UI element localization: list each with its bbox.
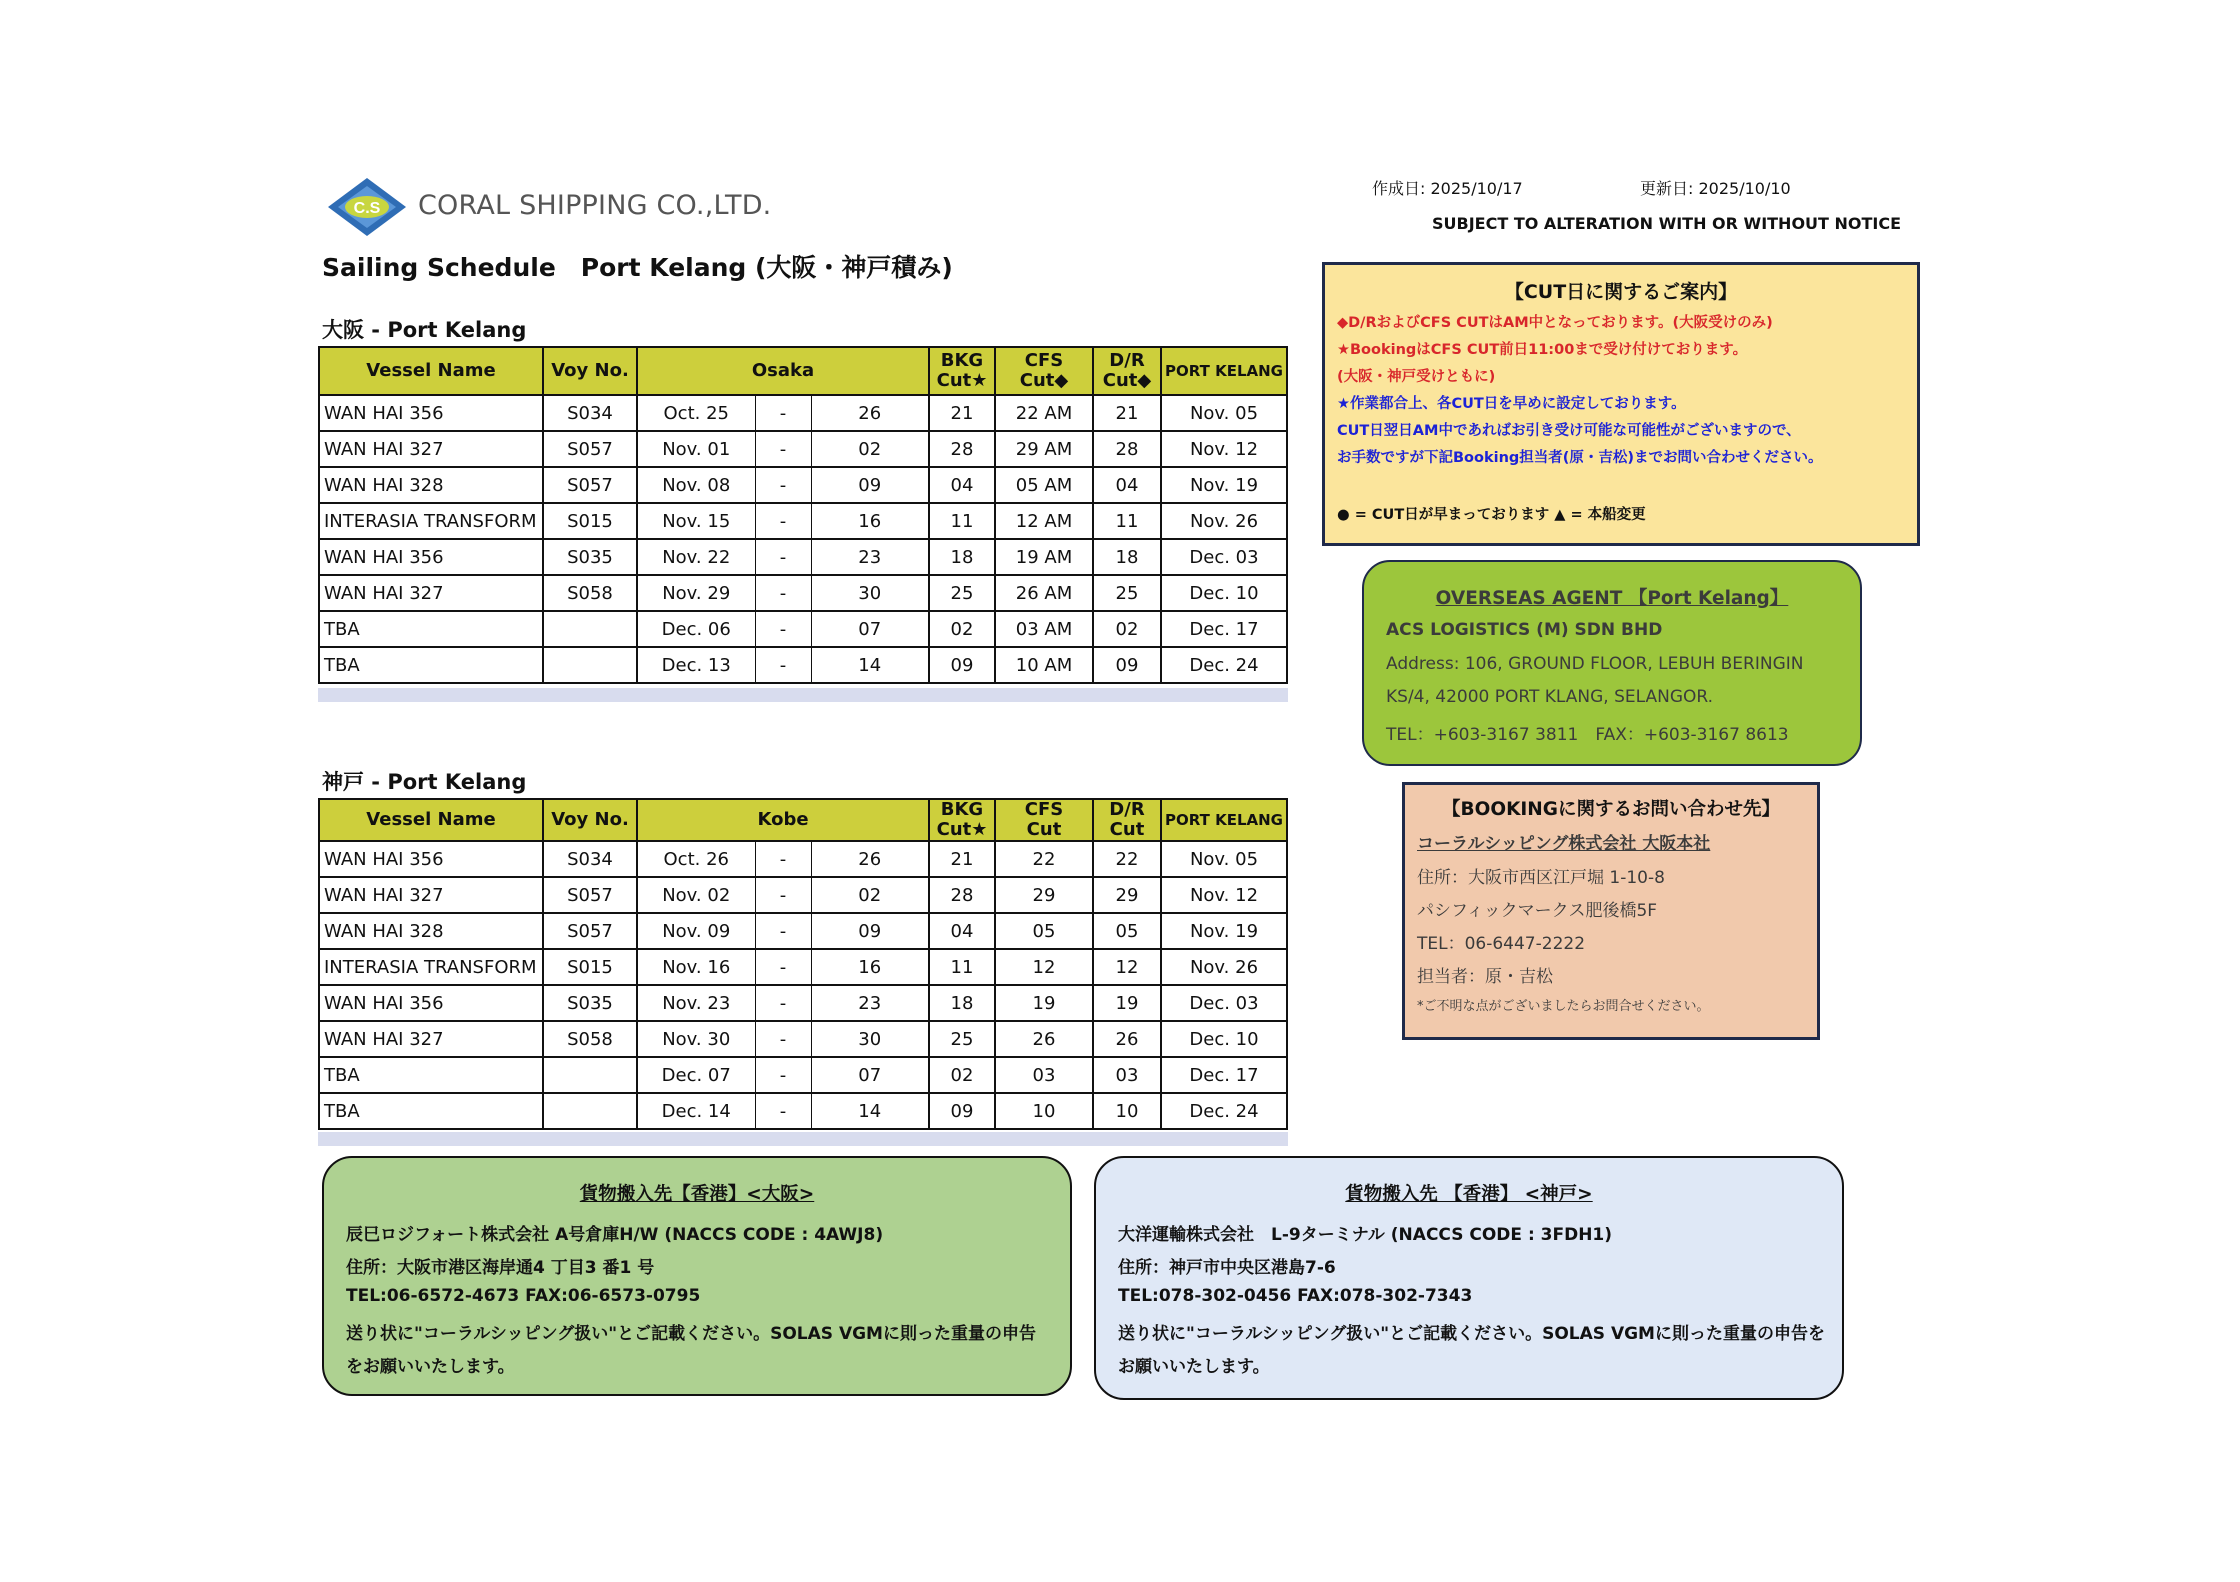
cut-info-line: お手数ですが下記Booking担当者(原・吉松)までお問い合わせください。 — [1337, 450, 1823, 466]
booking-title: 【BOOKINGに関するお問い合わせ先】 — [1442, 799, 1780, 820]
port-from-cell: Nov. 30 — [637, 1021, 755, 1057]
vessel-cell: WAN HAI 327 — [319, 877, 543, 913]
voy-cell: S057 — [543, 877, 637, 913]
port-kelang-cell: Nov. 19 — [1161, 913, 1287, 949]
bkg-cut-cell: 04 — [929, 467, 995, 503]
dr-cut-cell: 21 — [1093, 395, 1161, 431]
bkg-cut-cell: 02 — [929, 611, 995, 647]
voy-cell: S058 — [543, 575, 637, 611]
port-dash-cell: - — [755, 395, 811, 431]
dr-cut-cell: 11 — [1093, 503, 1161, 539]
vessel-cell: WAN HAI 356 — [319, 985, 543, 1021]
vessel-cell: WAN HAI 327 — [319, 1021, 543, 1057]
col-bkg-cut: BKG Cut★ — [929, 347, 995, 395]
port-kelang-cell: Dec. 03 — [1161, 985, 1287, 1021]
port-to-cell: 14 — [811, 647, 929, 683]
cfs-cut-cell: 10 — [995, 1093, 1093, 1129]
voy-cell: S057 — [543, 431, 637, 467]
port-dash-cell: - — [755, 467, 811, 503]
booking-company: コーラルシッピング株式会社 大阪本社 — [1417, 834, 1711, 854]
col-vessel-name: Vessel Name — [319, 347, 543, 395]
bkg-cut-cell: 25 — [929, 1021, 995, 1057]
table-row — [319, 539, 1287, 575]
dr-cut-cell: 19 — [1093, 985, 1161, 1021]
cfs-cut-cell: 26 — [995, 1021, 1093, 1057]
dr-cut-cell: 18 — [1093, 539, 1161, 575]
port-from-cell: Nov. 15 — [637, 503, 755, 539]
port-to-cell: 23 — [811, 539, 929, 575]
osaka-cargo-title: 貨物搬入先【香港】<大阪> — [579, 1184, 815, 1205]
osaka-cargo-line: 住所：大阪市港区海岸通4 丁目3 番1 号 — [346, 1258, 655, 1278]
voy-cell — [543, 1057, 637, 1093]
col-port-kelang: PORT KELANG — [1161, 347, 1287, 395]
cfs-cut-cell: 26 AM — [995, 575, 1093, 611]
port-from-cell: Oct. 25 — [637, 395, 755, 431]
table-row — [319, 395, 1287, 431]
table-footer-bar — [318, 1132, 1288, 1146]
port-kelang-cell: Dec. 24 — [1161, 647, 1287, 683]
booking-contact-box — [1402, 782, 1820, 1040]
table-row — [319, 467, 1287, 503]
port-from-cell: Nov. 16 — [637, 949, 755, 985]
osaka-cargo-line: 辰巳ロジフォート株式会社 A号倉庫H/W (NACCS CODE : 4AWJ8) — [346, 1225, 884, 1245]
voy-cell — [543, 611, 637, 647]
port-kelang-cell: Nov. 26 — [1161, 503, 1287, 539]
logo-diamond-icon — [326, 176, 408, 238]
port-to-cell: 30 — [811, 575, 929, 611]
osaka-section-title: 大阪 - Port Kelang — [322, 318, 527, 342]
bkg-cut-cell: 18 — [929, 985, 995, 1021]
cfs-cut-cell: 10 AM — [995, 647, 1093, 683]
agent-title: OVERSEAS AGENT 【Port Kelang】 — [1435, 588, 1789, 609]
cfs-cut-cell: 03 AM — [995, 611, 1093, 647]
port-kelang-cell: Nov. 05 — [1161, 841, 1287, 877]
col-port: Kobe — [637, 799, 929, 841]
dr-cut-cell: 02 — [1093, 611, 1161, 647]
col-dr-cut: D/R Cut◆ — [1093, 347, 1161, 395]
bkg-cut-cell: 02 — [929, 1057, 995, 1093]
cut-info-line: ★作業都合上、各CUT日を早めに設定しております。 — [1337, 396, 1686, 412]
bkg-cut-cell: 11 — [929, 949, 995, 985]
port-from-cell: Nov. 22 — [637, 539, 755, 575]
bkg-cut-cell: 18 — [929, 539, 995, 575]
port-dash-cell: - — [755, 647, 811, 683]
booking-contact: 担当者：原・吉松 — [1417, 967, 1553, 987]
created-date: 作成日: 2025/10/17 — [1372, 179, 1523, 198]
bkg-cut-cell: 09 — [929, 647, 995, 683]
osaka-cargo-line: をお願いいたします。 — [346, 1357, 515, 1377]
cfs-cut-cell: 29 AM — [995, 431, 1093, 467]
port-kelang-cell: Dec. 17 — [1161, 1057, 1287, 1093]
voy-cell: S035 — [543, 985, 637, 1021]
port-from-cell: Nov. 01 — [637, 431, 755, 467]
company-name: CORAL SHIPPING CO.,LTD. — [418, 190, 772, 221]
port-kelang-cell: Nov. 19 — [1161, 467, 1287, 503]
agent-tel: TEL：+603-3167 3811 FAX：+603-3167 8613 — [1386, 725, 1789, 745]
cut-info-legend: ● = CUT日が早まっております ▲ = 本船変更 — [1337, 507, 1646, 523]
table-header-row — [319, 799, 1287, 841]
cfs-cut-cell: 12 AM — [995, 503, 1093, 539]
table-row — [319, 985, 1287, 1021]
cfs-cut-cell: 05 — [995, 913, 1093, 949]
dr-cut-cell: 28 — [1093, 431, 1161, 467]
port-dash-cell: - — [755, 611, 811, 647]
port-from-cell: Dec. 06 — [637, 611, 755, 647]
vessel-cell: TBA — [319, 1057, 543, 1093]
agent-address-1: Address: 106, GROUND FLOOR, LEBUH BERINGIN — [1386, 654, 1804, 674]
vessel-cell: WAN HAI 327 — [319, 575, 543, 611]
bkg-cut-cell: 11 — [929, 503, 995, 539]
table-row — [319, 575, 1287, 611]
vessel-cell: INTERASIA TRANSFORM — [319, 503, 543, 539]
cfs-cut-cell: 29 — [995, 877, 1093, 913]
table-row — [319, 877, 1287, 913]
cut-info-line: (大阪・神戸受けともに) — [1337, 369, 1496, 385]
vessel-cell: WAN HAI 328 — [319, 913, 543, 949]
vessel-cell: TBA — [319, 611, 543, 647]
port-to-cell: 09 — [811, 467, 929, 503]
voy-cell: S015 — [543, 503, 637, 539]
col-voy-no: Voy No. — [543, 347, 637, 395]
cfs-cut-cell: 12 — [995, 949, 1093, 985]
port-kelang-cell: Nov. 26 — [1161, 949, 1287, 985]
table-row — [319, 431, 1287, 467]
dr-cut-cell: 29 — [1093, 877, 1161, 913]
port-to-cell: 26 — [811, 841, 929, 877]
kobe-schedule-table — [318, 798, 1288, 1130]
port-to-cell: 09 — [811, 913, 929, 949]
table-row — [319, 949, 1287, 985]
bkg-cut-cell: 28 — [929, 877, 995, 913]
port-dash-cell: - — [755, 841, 811, 877]
col-bkg-cut: BKG Cut★ — [929, 799, 995, 841]
cfs-cut-cell: 19 AM — [995, 539, 1093, 575]
col-voy-no: Voy No. — [543, 799, 637, 841]
dr-cut-cell: 05 — [1093, 913, 1161, 949]
port-dash-cell: - — [755, 985, 811, 1021]
voy-cell: S057 — [543, 913, 637, 949]
table-row — [319, 647, 1287, 683]
kobe-section-title: 神戸 - Port Kelang — [322, 770, 527, 794]
booking-tel: TEL：06-6447-2222 — [1417, 934, 1586, 954]
osaka-cargo-box — [322, 1156, 1072, 1396]
port-kelang-cell: Dec. 17 — [1161, 611, 1287, 647]
col-port: Osaka — [637, 347, 929, 395]
page-title: Sailing Schedule Port Kelang (大阪・神戸積み) — [322, 253, 953, 282]
cfs-cut-cell: 22 — [995, 841, 1093, 877]
table-row — [319, 1093, 1287, 1129]
kobe-cargo-line: 送り状に"コーラルシッピング扱い"とご記載ください。SOLAS VGMに則った重量の申告を — [1118, 1324, 1825, 1344]
cfs-cut-cell: 22 AM — [995, 395, 1093, 431]
booking-note: *ご不明な点がございましたらお問合せください。 — [1417, 999, 1710, 1014]
cut-info-box — [1322, 262, 1920, 546]
dr-cut-cell: 03 — [1093, 1057, 1161, 1093]
table-row — [319, 611, 1287, 647]
port-dash-cell: - — [755, 1057, 811, 1093]
dr-cut-cell: 22 — [1093, 841, 1161, 877]
port-dash-cell: - — [755, 913, 811, 949]
table-header-row — [319, 347, 1287, 395]
osaka-schedule-table — [318, 346, 1288, 684]
vessel-cell: WAN HAI 356 — [319, 841, 543, 877]
voy-cell: S034 — [543, 841, 637, 877]
port-from-cell: Nov. 23 — [637, 985, 755, 1021]
alteration-notice: SUBJECT TO ALTERATION WITH OR WITHOUT NOTICE — [1432, 214, 1902, 233]
vessel-cell: WAN HAI 356 — [319, 539, 543, 575]
col-vessel-name: Vessel Name — [319, 799, 543, 841]
port-from-cell: Nov. 09 — [637, 913, 755, 949]
cfs-cut-cell: 19 — [995, 985, 1093, 1021]
table-row — [319, 1021, 1287, 1057]
voy-cell — [543, 1093, 637, 1129]
table-row — [319, 1057, 1287, 1093]
vessel-cell: WAN HAI 327 — [319, 431, 543, 467]
port-kelang-cell: Dec. 10 — [1161, 575, 1287, 611]
port-dash-cell: - — [755, 949, 811, 985]
bkg-cut-cell: 28 — [929, 431, 995, 467]
col-cfs-cut: CFS Cut◆ — [995, 347, 1093, 395]
col-port-kelang: PORT KELANG — [1161, 799, 1287, 841]
port-dash-cell: - — [755, 1093, 811, 1129]
dr-cut-cell: 12 — [1093, 949, 1161, 985]
dr-cut-cell: 04 — [1093, 467, 1161, 503]
bkg-cut-cell: 21 — [929, 395, 995, 431]
port-kelang-cell: Nov. 12 — [1161, 877, 1287, 913]
table-row — [319, 913, 1287, 949]
port-to-cell: 30 — [811, 1021, 929, 1057]
port-to-cell: 14 — [811, 1093, 929, 1129]
port-dash-cell: - — [755, 503, 811, 539]
overseas-agent-box — [1362, 560, 1862, 766]
bkg-cut-cell: 04 — [929, 913, 995, 949]
port-kelang-cell: Dec. 10 — [1161, 1021, 1287, 1057]
dr-cut-cell: 25 — [1093, 575, 1161, 611]
port-to-cell: 02 — [811, 877, 929, 913]
port-to-cell: 07 — [811, 1057, 929, 1093]
table-footer-bar — [318, 688, 1288, 702]
osaka-cargo-line: 送り状に"コーラルシッピング扱い"とご記載ください。SOLAS VGMに則った重量の申告 — [346, 1324, 1036, 1344]
port-to-cell: 16 — [811, 949, 929, 985]
cut-info-line: ★BookingはCFS CUT前日11:00まで受け付けております。 — [1337, 342, 1748, 358]
kobe-cargo-line: TEL:078-302-0456 FAX:078-302-7343 — [1118, 1286, 1473, 1306]
port-from-cell: Dec. 07 — [637, 1057, 755, 1093]
booking-address: 住所：大阪市西区江戸堀 1-10-8 — [1417, 868, 1665, 888]
kobe-cargo-box — [1094, 1156, 1844, 1400]
voy-cell — [543, 647, 637, 683]
port-from-cell: Oct. 26 — [637, 841, 755, 877]
port-to-cell: 26 — [811, 395, 929, 431]
port-to-cell: 23 — [811, 985, 929, 1021]
port-dash-cell: - — [755, 431, 811, 467]
port-kelang-cell: Nov. 05 — [1161, 395, 1287, 431]
cfs-cut-cell: 03 — [995, 1057, 1093, 1093]
port-from-cell: Nov. 02 — [637, 877, 755, 913]
logo-mark: C.S — [353, 200, 381, 217]
kobe-cargo-line: 住所：神戸市中央区港島7-6 — [1118, 1258, 1336, 1278]
kobe-cargo-line: 大洋運輸株式会社 L-9ターミナル (NACCS CODE : 3FDH1) — [1118, 1225, 1613, 1245]
port-from-cell: Nov. 29 — [637, 575, 755, 611]
kobe-cargo-title: 貨物搬入先 【香港】 <神戸> — [1345, 1184, 1593, 1205]
port-from-cell: Dec. 14 — [637, 1093, 755, 1129]
voy-cell: S058 — [543, 1021, 637, 1057]
port-dash-cell: - — [755, 877, 811, 913]
agent-address-2: KS/4, 42000 PORT KLANG, SELANGOR. — [1386, 687, 1714, 707]
port-kelang-cell: Dec. 03 — [1161, 539, 1287, 575]
port-dash-cell: - — [755, 575, 811, 611]
port-to-cell: 07 — [811, 611, 929, 647]
cut-info-line: CUT日翌日AM中であればお引き受け可能な可能性がございますので、 — [1337, 423, 1801, 439]
table-row — [319, 841, 1287, 877]
cut-info-line: ◆D/RおよびCFS CUTはAM中となっております。(大阪受けのみ) — [1337, 315, 1773, 331]
table-row — [319, 503, 1287, 539]
port-from-cell: Nov. 08 — [637, 467, 755, 503]
bkg-cut-cell: 09 — [929, 1093, 995, 1129]
port-to-cell: 02 — [811, 431, 929, 467]
voy-cell: S035 — [543, 539, 637, 575]
cfs-cut-cell: 05 AM — [995, 467, 1093, 503]
dr-cut-cell: 26 — [1093, 1021, 1161, 1057]
kobe-cargo-line: お願いいたします。 — [1118, 1357, 1270, 1377]
dr-cut-cell: 10 — [1093, 1093, 1161, 1129]
company-logo — [326, 176, 806, 238]
updated-date: 更新日: 2025/10/10 — [1640, 179, 1791, 198]
vessel-cell: TBA — [319, 647, 543, 683]
cut-info-title: 【CUT日に関するご案内】 — [1504, 281, 1738, 303]
port-kelang-cell: Dec. 24 — [1161, 1093, 1287, 1129]
vessel-cell: TBA — [319, 1093, 543, 1129]
port-dash-cell: - — [755, 539, 811, 575]
voy-cell: S015 — [543, 949, 637, 985]
port-from-cell: Dec. 13 — [637, 647, 755, 683]
port-to-cell: 16 — [811, 503, 929, 539]
dr-cut-cell: 09 — [1093, 647, 1161, 683]
col-cfs-cut: CFS Cut — [995, 799, 1093, 841]
vessel-cell: INTERASIA TRANSFORM — [319, 949, 543, 985]
bkg-cut-cell: 21 — [929, 841, 995, 877]
vessel-cell: WAN HAI 356 — [319, 395, 543, 431]
booking-building: パシフィックマークス肥後橋5F — [1417, 901, 1658, 921]
voy-cell: S057 — [543, 467, 637, 503]
agent-name: ACS LOGISTICS (M) SDN BHD — [1386, 620, 1663, 640]
col-dr-cut: D/R Cut — [1093, 799, 1161, 841]
voy-cell: S034 — [543, 395, 637, 431]
bkg-cut-cell: 25 — [929, 575, 995, 611]
vessel-cell: WAN HAI 328 — [319, 467, 543, 503]
port-kelang-cell: Nov. 12 — [1161, 431, 1287, 467]
osaka-cargo-line: TEL:06-6572-4673 FAX:06-6573-0795 — [346, 1286, 701, 1306]
port-dash-cell: - — [755, 1021, 811, 1057]
